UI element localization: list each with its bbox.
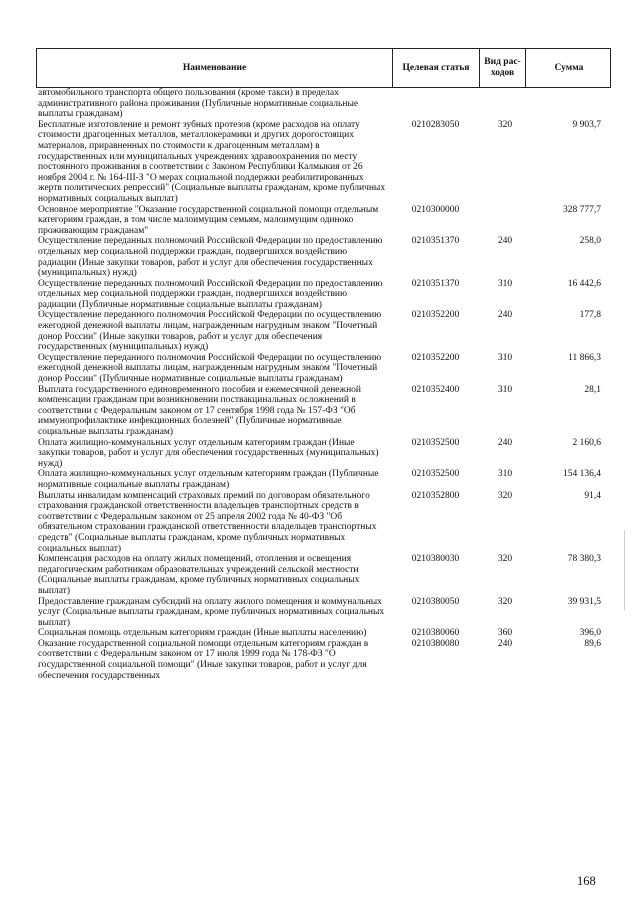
- table-row: [36, 639, 611, 681]
- row-sum: 396,0: [579, 628, 601, 639]
- row-name: Осуществление переданного полномочия Российской Федерации по осуществлению ежегодной денежной выплаты лицам, награжденным нагрудным знаком "Почетный донор России" (Публичные нормативные социальные выплаты гражданам): [38, 352, 382, 385]
- row-code: 0210380050: [411, 596, 460, 607]
- row-sum: 328 777,7: [563, 204, 601, 215]
- row-name: Оплата жилищно-коммунальных услуг отдельным категориям граждан (Иные закупки товаров, работ и услуг для обеспечения государственных (муниципальных) нужд): [38, 437, 379, 469]
- row-vid: [479, 205, 525, 237]
- row-code: 0210380060: [411, 628, 460, 639]
- row-name: Оплата жилищно-коммунальных услуг отдельным категориям граждан (Публичные нормативные социальные выплаты гражданам): [38, 469, 379, 490]
- row-vid: 360: [497, 628, 513, 639]
- scan-artifact: [624, 530, 625, 610]
- row-vid: 320: [497, 554, 513, 565]
- header-vid: Вид рас-ходов: [480, 49, 526, 87]
- header-code: Целевая статья: [393, 49, 480, 87]
- row-vid: 240: [497, 310, 513, 321]
- row-sum: 2 160,6: [572, 437, 601, 448]
- table-row: [36, 469, 611, 490]
- table-row: [36, 88, 611, 120]
- row-code: 0210352400: [411, 384, 460, 395]
- table-row: [36, 310, 611, 352]
- table-row: [36, 438, 611, 470]
- row-vid: 320: [497, 596, 513, 607]
- row-vid: 310: [497, 469, 513, 480]
- row-sum: [525, 88, 611, 120]
- row-name: Выплаты инвалидам компенсаций страховых премий по договорам обязательного страхования гражданской ответственности владельцев транспортных средств в соответствии с Федеральным законом от 25 апреля 2002 года № 40-ФЗ "Об обязательном страховании гражданской ответственности владельцев транспортных средств" (Социальные выплаты гражданам, кроме публичных нормативных социальных выплат): [38, 490, 377, 554]
- row-name: автомобильного транспорта общего пользования (кроме такси) в пределах административного района проживания (Публичные нормативные социальные выплаты гражданам): [38, 88, 359, 120]
- row-code: 0210351370: [411, 278, 460, 289]
- row-sum: 16 442,6: [567, 278, 601, 289]
- row-code: 0210352200: [411, 352, 460, 363]
- row-vid: 310: [497, 384, 513, 395]
- table-row: [36, 597, 611, 629]
- table-body: [36, 88, 611, 681]
- table-row: [36, 353, 611, 385]
- row-vid: 310: [497, 278, 513, 289]
- row-sum: 258,0: [579, 236, 601, 247]
- table-row: [36, 279, 611, 311]
- row-vid: [479, 88, 525, 120]
- row-sum: 89,6: [584, 638, 601, 649]
- row-code: 0210380080: [411, 638, 460, 649]
- row-code: 0210352800: [411, 490, 460, 501]
- header-name: Наименование: [37, 49, 393, 87]
- row-code: 0210351370: [411, 236, 460, 247]
- table-row: [36, 120, 611, 205]
- row-code: 0210283050: [411, 119, 460, 130]
- row-sum: 28,1: [584, 384, 601, 395]
- row-code: 0210352200: [411, 310, 460, 321]
- table-row: [36, 385, 611, 438]
- row-name: Основное мероприятие "Оказание государственной социальной помощи отдельным категориям граждан, в том числе малоимущим семьям, малоимущим одиноко проживающим гражданам": [38, 204, 379, 236]
- row-sum: 39 931,5: [567, 596, 601, 607]
- row-vid: 320: [497, 490, 513, 501]
- row-code: 0210352500: [411, 437, 460, 448]
- row-sum: 177,8: [579, 310, 601, 321]
- row-name: Компенсация расходов на оплату жилых помещений, отопления и освещения педагогическим работникам образовательных учреждений сельской местности (Социальные выплаты гражданам, кроме публичных нормативных социальных выплат): [38, 554, 360, 596]
- row-vid: 320: [497, 119, 513, 130]
- header-sum: Сумма: [554, 62, 584, 73]
- page-number: 168: [577, 874, 596, 888]
- row-name: Осуществление переданных полномочий Российской Федерации по предоставлению отдельных мер социальной поддержки граждан, подвергшихся воздействию радиации (Публичные нормативные социальные выплаты гражданам): [38, 278, 383, 310]
- table-row: [36, 236, 611, 278]
- row-sum: 91,4: [584, 490, 601, 501]
- row-code: 0210300000: [411, 204, 460, 215]
- row-name: Социальная помощь отдельным категориям граждан (Иные выплаты населению): [38, 628, 367, 639]
- row-sum: 154 136,4: [563, 469, 601, 480]
- row-vid: 310: [497, 352, 513, 363]
- table-row: [36, 628, 611, 639]
- row-name: Выплата государственного единовременного пособия и ежемесячной денежной компенсации гражданам при возникновении поствакцинальных осложнений в соответствии с Федеральным законом от 17 сентября 1998 года № 157-ФЗ "Об иммунопрофилактике инфекционных болезней" (Публичные нормативные социальные выплаты гражданам): [38, 384, 361, 437]
- row-code: 0210352500: [411, 469, 460, 480]
- row-vid: 240: [497, 437, 513, 448]
- table-row: [36, 554, 611, 596]
- row-sum: 78 380,3: [567, 554, 601, 565]
- row-sum: 9 903,7: [572, 119, 601, 130]
- row-name: Бесплатные изготовление и ремонт зубных протезов (кроме расходов на оплату стоимости драгоценных металлов, металлокерамики и других дорогостоящих материалов, приравненных по стоимости к драгоценным металлам) в государственных или муниципальных учреждениях здравоохранения по месту постоянного проживания в соответствии с Законом Республики Калмыкия от 26 ноября 2004 г. № 164-III-З "О мерах социальной поддержки реабилитированных жертв политических репрессий" (Социальные выплаты гражданам, кроме публичных нормативных социальных выплат): [38, 119, 386, 204]
- row-code: [392, 88, 479, 120]
- table-row: [36, 491, 611, 555]
- table-header: [36, 48, 611, 88]
- row-vid: 240: [497, 236, 513, 247]
- row-sum: 11 866,3: [568, 352, 601, 363]
- row-name: Оказание государственной социальной помощи отдельным категориям граждан в соответствии с Федеральным законом от 17 июля 1999 года № 178-ФЗ "О государственной социальной помощи" (Иные закупки товаров, работ и услуг для обеспечения государственных: [38, 638, 369, 681]
- row-vid: 240: [497, 638, 513, 649]
- row-code: 0210380030: [411, 554, 460, 565]
- row-name: Осуществление переданных полномочий Российской Федерации по предоставлению отдельных мер социальной поддержки граждан, подвергшихся воздействию радиации (Иные закупки товаров, работ и услуг для обеспечения государственных (муниципальных) нужд): [38, 236, 383, 279]
- table-row: [36, 205, 611, 237]
- row-name: Предоставление гражданам субсидий на оплату жилого помещения и коммунальных услуг (Социальные выплаты гражданам, кроме публичных нормативных социальных выплат): [38, 596, 385, 628]
- row-name: Осуществление переданного полномочия Российской Федерации по осуществлению ежегодной денежной выплаты лицам, награжденным нагрудным знаком "Почетный донор России" (Иные закупки товаров, работ и услуг для обеспечения государственных (муниципальных) нужд): [38, 310, 382, 353]
